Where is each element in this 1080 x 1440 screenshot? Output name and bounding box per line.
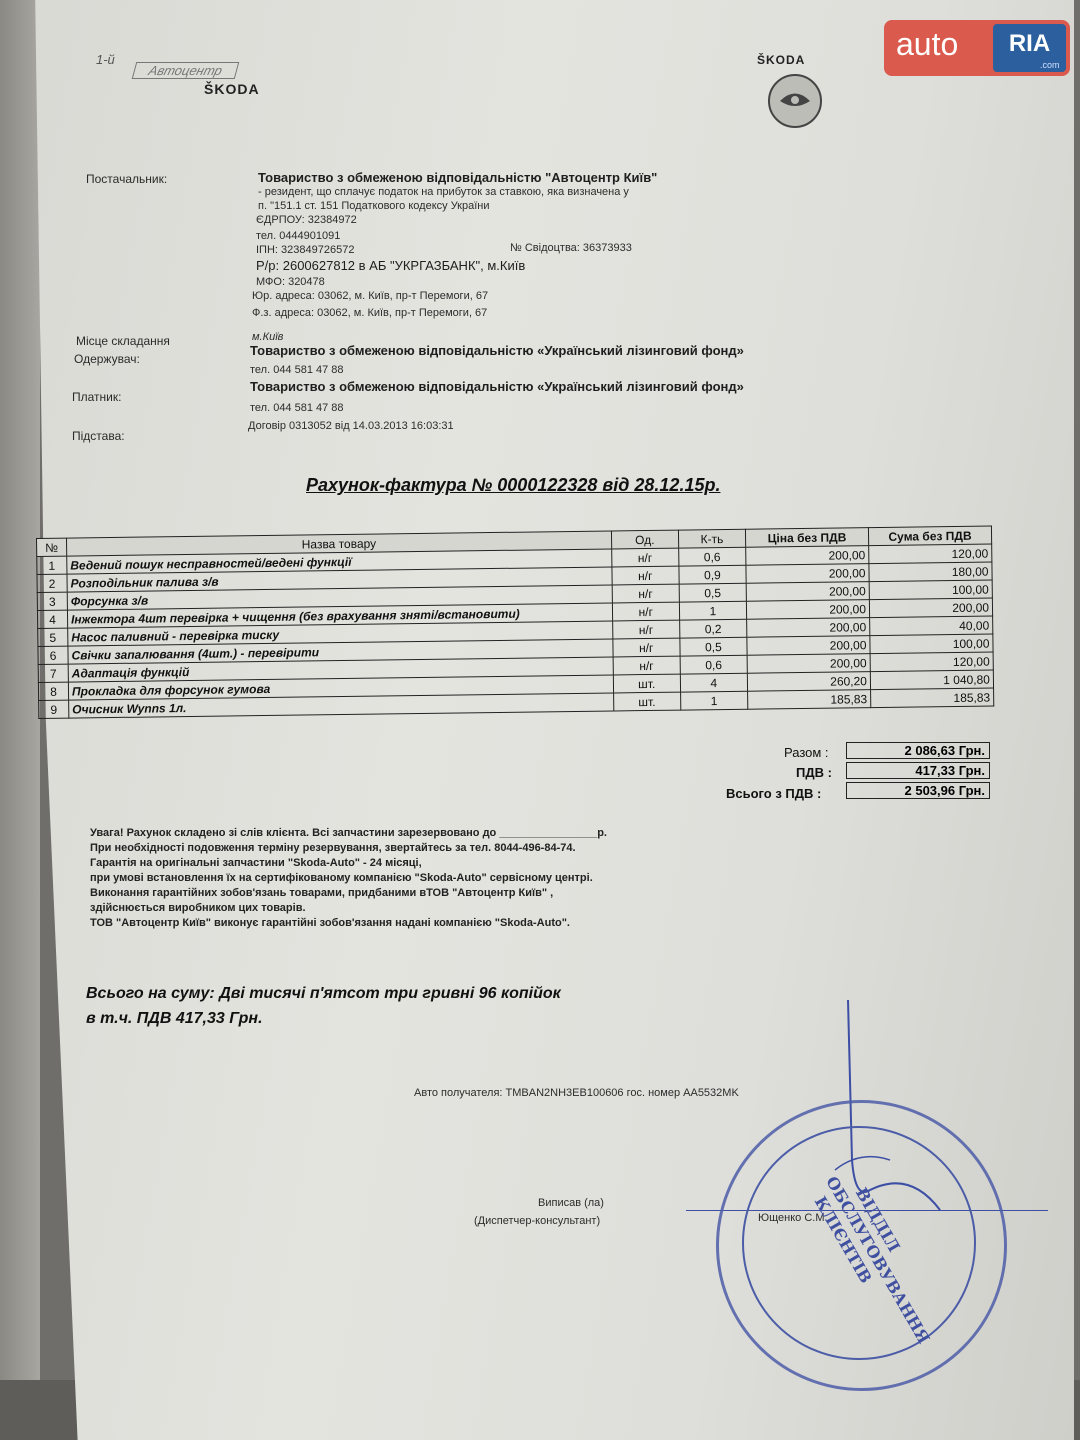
header-sum: Сума без ПДВ <box>868 526 991 546</box>
row-unit: н/г <box>613 656 680 675</box>
supplier-ipn: ІПН: 323849726572 <box>256 244 355 256</box>
autoria-badge: RIA <box>993 24 1066 72</box>
autoria-com: .com <box>1040 60 1060 70</box>
row-price: 185,83 <box>748 690 871 710</box>
row-num: 1 <box>37 556 67 574</box>
row-num: 3 <box>37 592 67 610</box>
place-label: Місце складання <box>76 334 170 348</box>
sum-words-line2: в т.ч. ПДВ 417,33 Грн. <box>86 1010 263 1027</box>
items-table <box>36 525 994 718</box>
row-name: Свічки запалювання (4шт.) - перевірити <box>68 639 613 664</box>
note-line: ТОВ "Автоцентр Київ" виконує гарантійні зобов'язання надані компанією "Skoda-Auto". <box>90 917 570 929</box>
row-sum: 1 040,80 <box>870 670 993 690</box>
sum-in-words <box>86 981 561 1031</box>
row-price: 200,00 <box>747 654 870 674</box>
row-qty: 0,5 <box>679 583 746 602</box>
subtotal-label: Разом : <box>784 745 829 760</box>
row-qty: 0,2 <box>679 619 746 638</box>
payer-name: Товариство з обмеженою відповідальністю «Український лізинговий фонд» <box>250 379 744 394</box>
row-sum: 200,00 <box>869 598 992 618</box>
row-unit: н/г <box>611 548 678 567</box>
header-price: Ціна без ПДВ <box>745 528 868 548</box>
row-name: Насос паливний - перевірка тиску <box>68 621 613 646</box>
issued-by-label: Виписав (ла) <box>538 1197 604 1209</box>
row-price: 200,00 <box>746 546 869 566</box>
supplier-line2: п. "151.1 ст. 151 Податкового кодексу України <box>258 200 490 212</box>
note-line: Виконання гарантійних зобов'язань товарами, придбаними вТОВ "Автоцентр Київ" , <box>90 887 554 899</box>
row-sum: 100,00 <box>870 634 993 654</box>
supplier-edrpou: ЄДРПОУ: 32384972 <box>256 214 357 226</box>
row-name: Розподільник палива з/в <box>67 567 612 592</box>
supplier-physical-address: Ф.з. адреса: 03062, м. Київ, пр-т Перемоги, 67 <box>252 307 488 319</box>
row-sum: 100,00 <box>869 580 992 600</box>
row-num: 4 <box>37 610 67 628</box>
sum-words-line1: Всього на суму: Дві тисячі п'ятсот три гривні 96 копійок <box>86 985 561 1002</box>
note-line: Увага! Рахунок складено зі слів клієнта. Всі запчастини зарезервовано до ________________р. <box>90 827 607 839</box>
row-qty: 0,6 <box>678 547 745 566</box>
header-num: № <box>37 538 67 556</box>
row-qty: 0,6 <box>680 655 747 674</box>
payer-label: Платник: <box>72 390 122 404</box>
row-name: Ведений пошук несправностей/ведені функції <box>67 549 612 574</box>
basis-value: Договір 0313052 від 14.03.2013 16:03:31 <box>248 420 454 432</box>
stamp-center-text: ВІДДІЛ ОБСЛУГОВУВАННЯ КЛІЄНТІВ <box>810 1173 934 1347</box>
autoria-auto-text: auto <box>896 26 959 62</box>
supplier-mfo: МФО: 320478 <box>256 276 325 288</box>
row-price: 200,00 <box>746 564 869 584</box>
row-num: 7 <box>38 664 68 682</box>
row-name: Інжектора 4шт перевірка + чищення (без врахування зняті/встановити) <box>67 603 612 628</box>
header-name: Назва товару <box>66 531 611 556</box>
supplier-tel: тел. 0444901091 <box>256 230 341 242</box>
logo-first: 1-й <box>96 52 115 67</box>
row-unit: н/г <box>612 620 679 639</box>
supplier-account: Р/р: 2600627812 в АБ "УКРГАЗБАНК", м.Київ <box>256 258 526 273</box>
supplier-name: Товариство з обмеженою відповідальністю "Автоцентр Київ" <box>258 170 658 185</box>
header-unit: Од. <box>611 530 678 549</box>
row-num: 8 <box>38 682 68 700</box>
row-sum: 40,00 <box>870 616 993 636</box>
total-label: Всього з ПДВ : <box>726 786 822 801</box>
logo-autocenter: Автоцентр <box>132 62 240 79</box>
note-line: при умові встановлення їх на сертифікованому компанією "Skoda-Auto" сервісному центрі. <box>90 872 593 884</box>
brand-skoda: ŠKODA <box>757 53 806 67</box>
background-left <box>0 0 40 1440</box>
row-sum: 120,00 <box>869 544 992 564</box>
header-qty: К-ть <box>678 529 745 548</box>
receiver-label: Одержувач: <box>74 352 140 366</box>
receiver-tel: тел. 044 581 47 88 <box>250 364 344 376</box>
row-qty: 1 <box>680 691 747 710</box>
row-name: Очисник Wynns 1л. <box>69 693 614 718</box>
vehicle-info: Авто получателя: TMBAN2NH3EB100606 гос. номер AA5532MK <box>414 1087 739 1099</box>
row-qty: 4 <box>680 673 747 692</box>
subtotal-value: 2 086,63 Грн. <box>846 742 990 759</box>
issuer-name: Ющенко С.М. <box>758 1212 828 1224</box>
vat-value: 417,33 Грн. <box>846 762 990 779</box>
issuer-role: (Диспетчер-консультант) <box>474 1215 601 1227</box>
row-num: 9 <box>39 700 69 718</box>
basis-label: Підстава: <box>72 429 125 443</box>
receiver-name: Товариство з обмеженою відповідальністю «Український лізинговий фонд» <box>250 343 744 358</box>
row-name: Адаптація функцій <box>68 657 613 682</box>
row-price: 200,00 <box>747 636 870 656</box>
row-unit: н/г <box>613 638 680 657</box>
skoda-emblem-icon <box>768 74 822 128</box>
note-line: При необхідності подовження терміну резервування, звертайтесь за тел. 8044-496-84-74. <box>90 842 576 854</box>
place-value: м.Київ <box>252 331 284 343</box>
note-line: Гарантія на оригінальні запчастини "Skoda-Auto" - 24 місяці, <box>90 857 422 869</box>
row-unit: н/г <box>612 602 679 621</box>
row-sum: 180,00 <box>869 562 992 582</box>
row-price: 260,20 <box>747 672 870 692</box>
row-sum: 120,00 <box>870 652 993 672</box>
row-unit: шт. <box>613 692 680 711</box>
row-price: 200,00 <box>746 600 869 620</box>
row-name: Прокладка для форсунок гумова <box>68 675 613 700</box>
row-unit: шт. <box>613 674 680 693</box>
total-value: 2 503,96 Грн. <box>846 782 990 799</box>
row-num: 5 <box>38 628 68 646</box>
row-qty: 0,9 <box>679 565 746 584</box>
row-qty: 0,5 <box>680 637 747 656</box>
vat-label: ПДВ : <box>796 765 832 780</box>
row-price: 200,00 <box>746 582 869 602</box>
supplier-legal-address: Юр. адреса: 03062, м. Київ, пр-т Перемоги, 67 <box>252 290 489 302</box>
invoice-title: Рахунок-фактура № 0000122328 від 28.12.15р. <box>306 475 721 495</box>
row-num: 2 <box>37 574 67 592</box>
note-line: здійснюється виробником цих товарів. <box>90 902 306 914</box>
row-name: Форсунка з/в <box>67 585 612 610</box>
row-qty: 1 <box>679 601 746 620</box>
supplier-line1: - резидент, що сплачує податок на прибуток за ставкою, яка визначена у <box>258 186 629 198</box>
row-num: 6 <box>38 646 68 664</box>
row-unit: н/г <box>612 566 679 585</box>
logo-skoda: ŠKODA <box>204 81 260 97</box>
row-price: 200,00 <box>747 618 870 638</box>
notes-block <box>90 826 690 931</box>
payer-tel: тел. 044 581 47 88 <box>250 402 344 414</box>
supplier-label: Постачальник: <box>86 172 168 186</box>
row-unit: н/г <box>612 584 679 603</box>
supplier-svid: № Свідоцтва: 36373933 <box>510 242 632 254</box>
row-sum: 185,83 <box>871 688 994 708</box>
